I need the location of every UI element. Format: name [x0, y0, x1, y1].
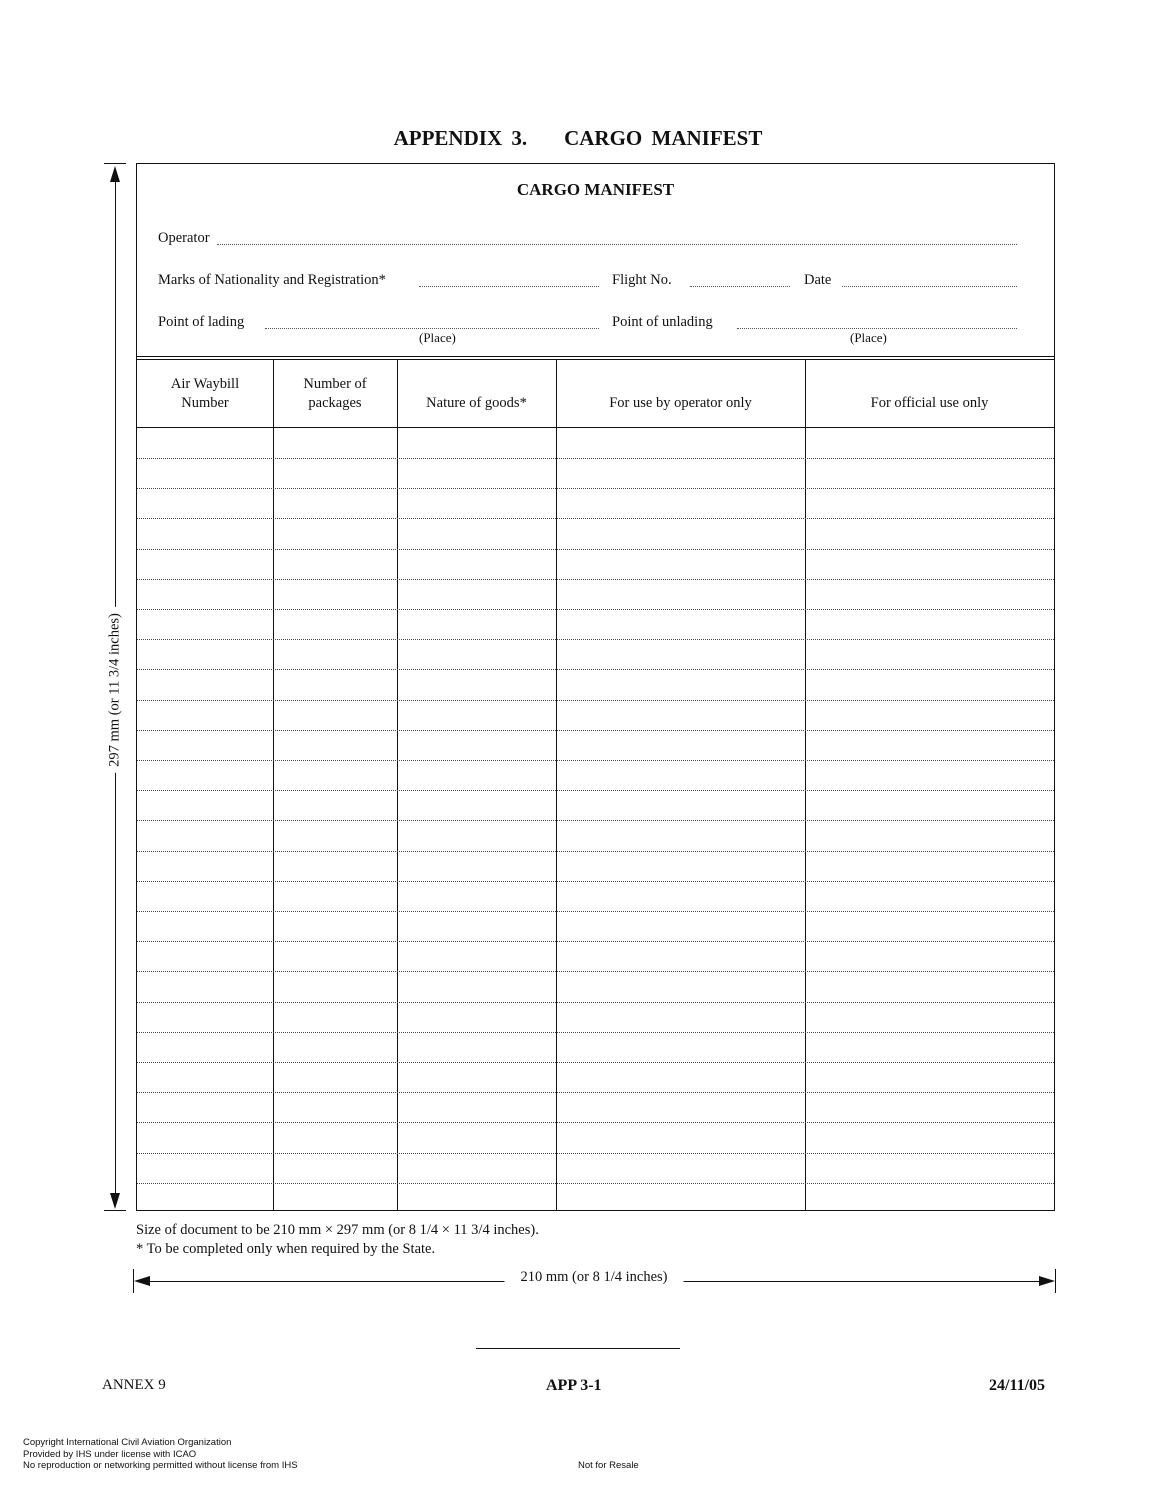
- manifest-entry-row[interactable]: [137, 639, 1054, 640]
- manifest-entry-row[interactable]: [137, 1092, 1054, 1093]
- form-title: CARGO MANIFEST: [516, 180, 675, 199]
- date-field[interactable]: [842, 286, 1017, 287]
- marks-label: Marks of Nationality and Registration*: [158, 272, 386, 288]
- manifest-entry-row[interactable]: [137, 669, 1054, 670]
- manifest-entry-row[interactable]: [137, 851, 1054, 852]
- manifest-entry-row[interactable]: [137, 881, 1054, 882]
- manifest-entry-row[interactable]: [137, 1002, 1054, 1003]
- arrow-right-icon: [1039, 1276, 1055, 1286]
- arrow-down-icon: [110, 1193, 120, 1209]
- arrow-left-icon: [134, 1276, 150, 1286]
- header-line: For official use only: [870, 394, 989, 411]
- point-of-lading-field[interactable]: [265, 328, 599, 329]
- manifest-entry-row[interactable]: [137, 941, 1054, 942]
- flight-no-label: Flight No.: [612, 272, 672, 288]
- page-title: APPENDIX 3. CARGO MANIFEST: [393, 126, 763, 150]
- copyright-line: Copyright International Civil Aviation Organization: [23, 1437, 232, 1448]
- manifest-entry-row[interactable]: [137, 760, 1054, 761]
- operator-label: Operator: [158, 230, 210, 246]
- manifest-entry-row[interactable]: [137, 790, 1054, 791]
- manifest-entry-row[interactable]: [137, 1183, 1054, 1184]
- marks-field[interactable]: [419, 286, 599, 287]
- manifest-entry-row[interactable]: [137, 518, 1054, 519]
- point-of-unlading-field[interactable]: [737, 328, 1017, 329]
- header-line: packages: [308, 394, 362, 411]
- width-dimension-label: 210 mm (or 8 1/4 inches): [505, 1269, 684, 1286]
- unlading-place-hint: (Place): [850, 330, 887, 345]
- header-line: Air Waybill: [170, 375, 240, 392]
- manifest-entry-row[interactable]: [137, 1032, 1054, 1033]
- operator-field[interactable]: [217, 244, 1017, 245]
- footer-page-number: APP 3-1: [546, 1377, 602, 1394]
- manifest-entry-row[interactable]: [137, 971, 1054, 972]
- manifest-entry-row[interactable]: [137, 579, 1054, 580]
- copyright-line: No reproduction or networking permitted without license from IHS: [23, 1460, 298, 1471]
- dimension-tick-bottom: [104, 1210, 126, 1211]
- copyright-line: Provided by IHS under license with ICAO: [23, 1448, 197, 1460]
- arrow-up-icon: [110, 166, 120, 182]
- cargo-manifest-form: [136, 163, 1055, 1211]
- manifest-entry-row[interactable]: [137, 1153, 1054, 1154]
- lading-place-hint: (Place): [419, 330, 456, 345]
- dimension-tick-top: [104, 163, 126, 164]
- manifest-entry-row[interactable]: [137, 700, 1054, 701]
- state-note: * To be completed only when required by the State.: [136, 1241, 436, 1257]
- size-note: Size of document to be 210 mm × 297 mm (or 8 1/4 × 11 3/4 inches).: [136, 1222, 539, 1238]
- manifest-entry-row[interactable]: [137, 730, 1054, 731]
- header-divider: [137, 427, 1054, 428]
- manifest-entry-row[interactable]: [137, 820, 1054, 821]
- manifest-entry-row[interactable]: [137, 549, 1054, 550]
- header-line: Number of: [303, 375, 367, 392]
- column-header-air-waybill: [137, 360, 273, 427]
- header-line: Nature of goods*: [426, 394, 527, 411]
- dimension-tick-right: [1055, 1269, 1056, 1293]
- manifest-entry-row[interactable]: [137, 911, 1054, 912]
- manifest-entry-row[interactable]: [137, 1062, 1054, 1063]
- header-line: For use by operator only: [609, 394, 752, 411]
- manifest-entry-row[interactable]: [137, 458, 1054, 459]
- point-of-lading-label: Point of lading: [158, 314, 245, 330]
- not-for-resale: Not for Resale: [578, 1460, 639, 1471]
- copyright-notice: [23, 1437, 298, 1472]
- column-header-official-use: [805, 360, 1054, 427]
- manifest-entry-row[interactable]: [137, 609, 1054, 610]
- column-header-operator-use: [556, 360, 805, 427]
- column-header-packages: [273, 360, 397, 427]
- column-header-nature-of-goods: [397, 360, 556, 427]
- footer-rule: [476, 1348, 680, 1349]
- manifest-entry-row[interactable]: [137, 488, 1054, 489]
- header-line: Number: [181, 394, 229, 411]
- date-label: Date: [804, 272, 832, 288]
- point-of-unlading-label: Point of unlading: [612, 314, 713, 330]
- height-dimension-label: 297 mm (or 11 3/4 inches): [107, 607, 124, 773]
- footer-date: 24/11/05: [989, 1377, 1046, 1394]
- footer-annex: ANNEX 9: [102, 1377, 166, 1393]
- flight-no-field[interactable]: [690, 286, 790, 287]
- manifest-entry-row[interactable]: [137, 1122, 1054, 1123]
